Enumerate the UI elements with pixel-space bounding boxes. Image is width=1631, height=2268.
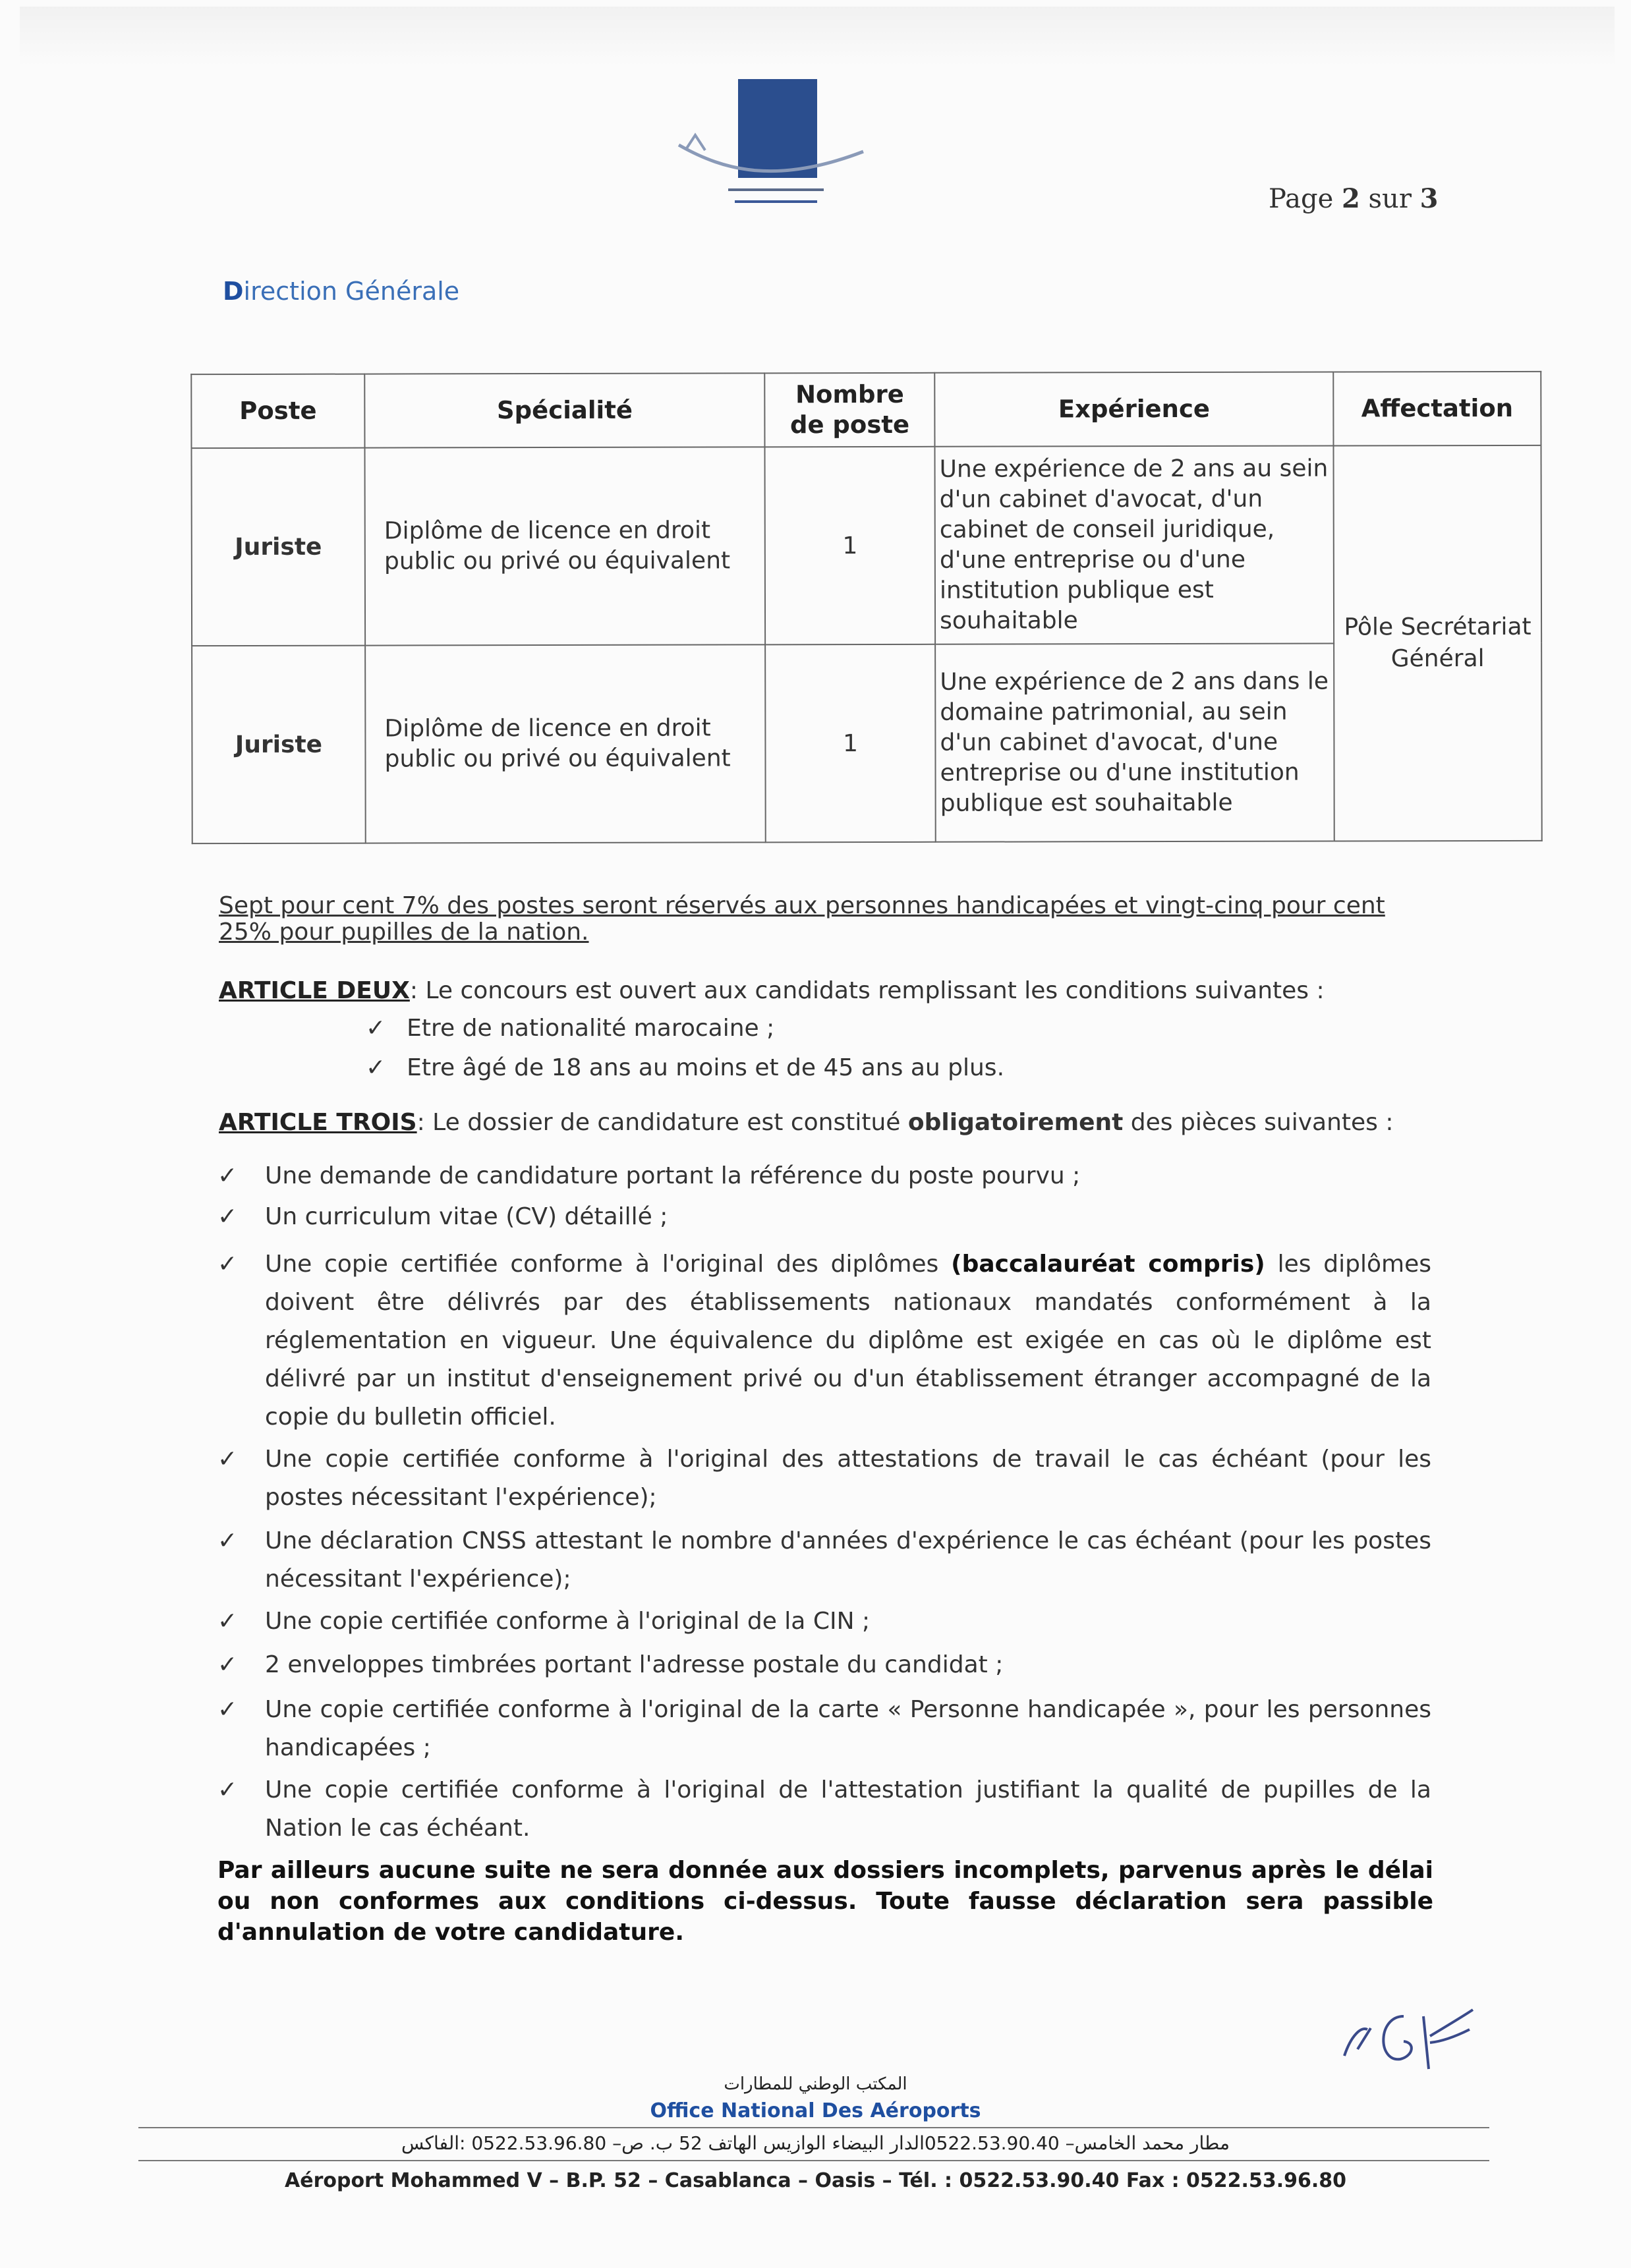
footer-divider <box>138 2127 1489 2128</box>
check-icon: ✓ <box>217 1651 238 1678</box>
article-deux: ARTICLE DEUX: Le concours est ouvert aux candidats remplissant les conditions suivantes : <box>219 977 1325 1004</box>
article-deux-title: ARTICLE DEUX <box>219 977 410 1004</box>
list-item: ✓ Une copie certifiée conforme à l'original des diplômes (baccalauréat compris) les diplômes doivent être délivrés par des établissements nationaux mandatés conformément à la réglementation en vigueur. Une équivalence du diplôme est exigée en cas où le diplôme est délivré par un institut d'enseignement privé ou d'un établissement étranger accompagné de la copie du bulletin officiel. <box>217 1245 1431 1436</box>
footer-address-fr: Aéroport Mohammed V – B.P. 52 – Casablanca – Oasis – Tél. : 0522.53.90.40 Fax : 0522.53.96.80 <box>285 2169 1346 2192</box>
check-icon: ✓ <box>217 1162 238 1189</box>
footer-name-ar: المكتب الوطني للمطارات <box>724 2074 907 2094</box>
list-item: ✓ Une copie certifiée conforme à l'original des attestations de travail le cas échéant (pour les postes nécessitant l'expérience); <box>217 1440 1431 1517</box>
col-poste: Poste <box>191 374 364 449</box>
check-icon: ✓ <box>366 1015 386 1042</box>
onda-logo <box>666 72 890 224</box>
scan-shadow <box>20 7 1615 66</box>
col-nombre: Nombre de poste <box>764 373 934 447</box>
cell-experience: Une expérience de 2 ans au sein d'un cabinet d'avocat, d'un cabinet de conseil juridique, d'une entreprise ou d'une institution publique est souhaitable <box>935 446 1334 644</box>
check-icon: ✓ <box>217 1608 238 1635</box>
list-item: ✓ Une déclaration CNSS attestant le nombre d'années d'expérience le cas échéant (pour les postes nécessitant l'expérience); <box>217 1522 1431 1599</box>
footer-divider <box>138 2160 1489 2161</box>
list-item: ✓ Une copie certifiée conforme à l'original de la carte « Personne handicapée », pour les personnes handicapées ; <box>217 1691 1431 1767</box>
check-icon: ✓ <box>217 1203 238 1230</box>
list-item: ✓ Une copie certifiée conforme à l'original de l'attestation justifiant la qualité de pupilles de la Nation le cas échéant. <box>217 1771 1431 1848</box>
cell-specialite: Diplôme de licence en droit public ou privé ou équivalent <box>365 644 766 843</box>
article-trois: ARTICLE TROIS: Le dossier de candidature est constitué obligatoirement des pièces suivantes : <box>219 1109 1394 1136</box>
article-trois-title: ARTICLE TROIS <box>219 1109 417 1136</box>
list-item: ✓ Etre de nationalité marocaine ; <box>366 1015 775 1042</box>
col-experience: Expérience <box>934 372 1333 447</box>
check-icon: ✓ <box>366 1054 386 1081</box>
check-icon: ✓ <box>217 1446 238 1473</box>
list-item: ✓ Une copie certifiée conforme à l'original de la CIN ; <box>217 1602 1431 1641</box>
job-offers-table <box>190 371 1542 844</box>
list-item: ✓ Etre âgé de 18 ans au moins et de 45 ans au plus. <box>366 1054 1005 1081</box>
cell-poste: Juriste <box>191 448 365 646</box>
check-icon: ✓ <box>217 1251 238 1278</box>
check-icon: ✓ <box>217 1527 238 1554</box>
footer-name-fr: Office National Des Aéroports <box>650 2099 981 2122</box>
cell-nombre: 1 <box>765 447 936 645</box>
col-specialite: Spécialité <box>364 373 764 447</box>
check-icon: ✓ <box>217 1776 238 1803</box>
check-icon: ✓ <box>217 1696 238 1723</box>
handwritten-signature <box>1331 1990 1489 2076</box>
cell-affectation: Pôle Secrétariat Général <box>1334 445 1542 841</box>
cell-poste: Juriste <box>192 646 366 844</box>
table-header-row <box>191 372 1541 448</box>
col-affectation: Affectation <box>1333 372 1541 446</box>
list-item: ✓ Un curriculum vitae (CV) détaillé ; <box>217 1198 1431 1236</box>
cell-experience: Une expérience de 2 ans dans le domaine patrimonial, au sein d'un cabinet d'avocat, d'une entreprise ou d'une institution publique est souhaitable <box>935 644 1334 842</box>
footer-address-ar: مطار محمد الخامس– 0522.53.90.40الدار البيضاء الوازيس الهاتف 52 ب. ص– 0522.53.96.80 :الفاكس <box>401 2132 1230 2154</box>
list-item: ✓ Une demande de candidature portant la référence du poste pourvu ; <box>217 1157 1431 1195</box>
table-row <box>191 445 1541 646</box>
final-note: Par ailleurs aucune suite ne sera donnée aux dossiers incomplets, parvenus après le délai ou non conformes aux conditions ci-dessus. Toute fausse déclaration sera passible d'annulation de votre candidature. <box>217 1857 1433 1946</box>
cell-nombre: 1 <box>765 644 936 843</box>
list-item: ✓ 2 enveloppes timbrées portant l'adresse postale du candidat ; <box>217 1646 1431 1684</box>
quota-notice: Sept pour cent 7% des postes seront réservés aux personnes handicapées et vingt-cinq pour cent 25% pour pupilles de la nation. <box>219 892 1385 946</box>
direction-heading: Direction Générale <box>223 277 460 306</box>
cell-specialite: Diplôme de licence en droit public ou privé ou équivalent <box>365 447 766 645</box>
page-number: Page 2 sur 3 <box>1269 183 1439 214</box>
